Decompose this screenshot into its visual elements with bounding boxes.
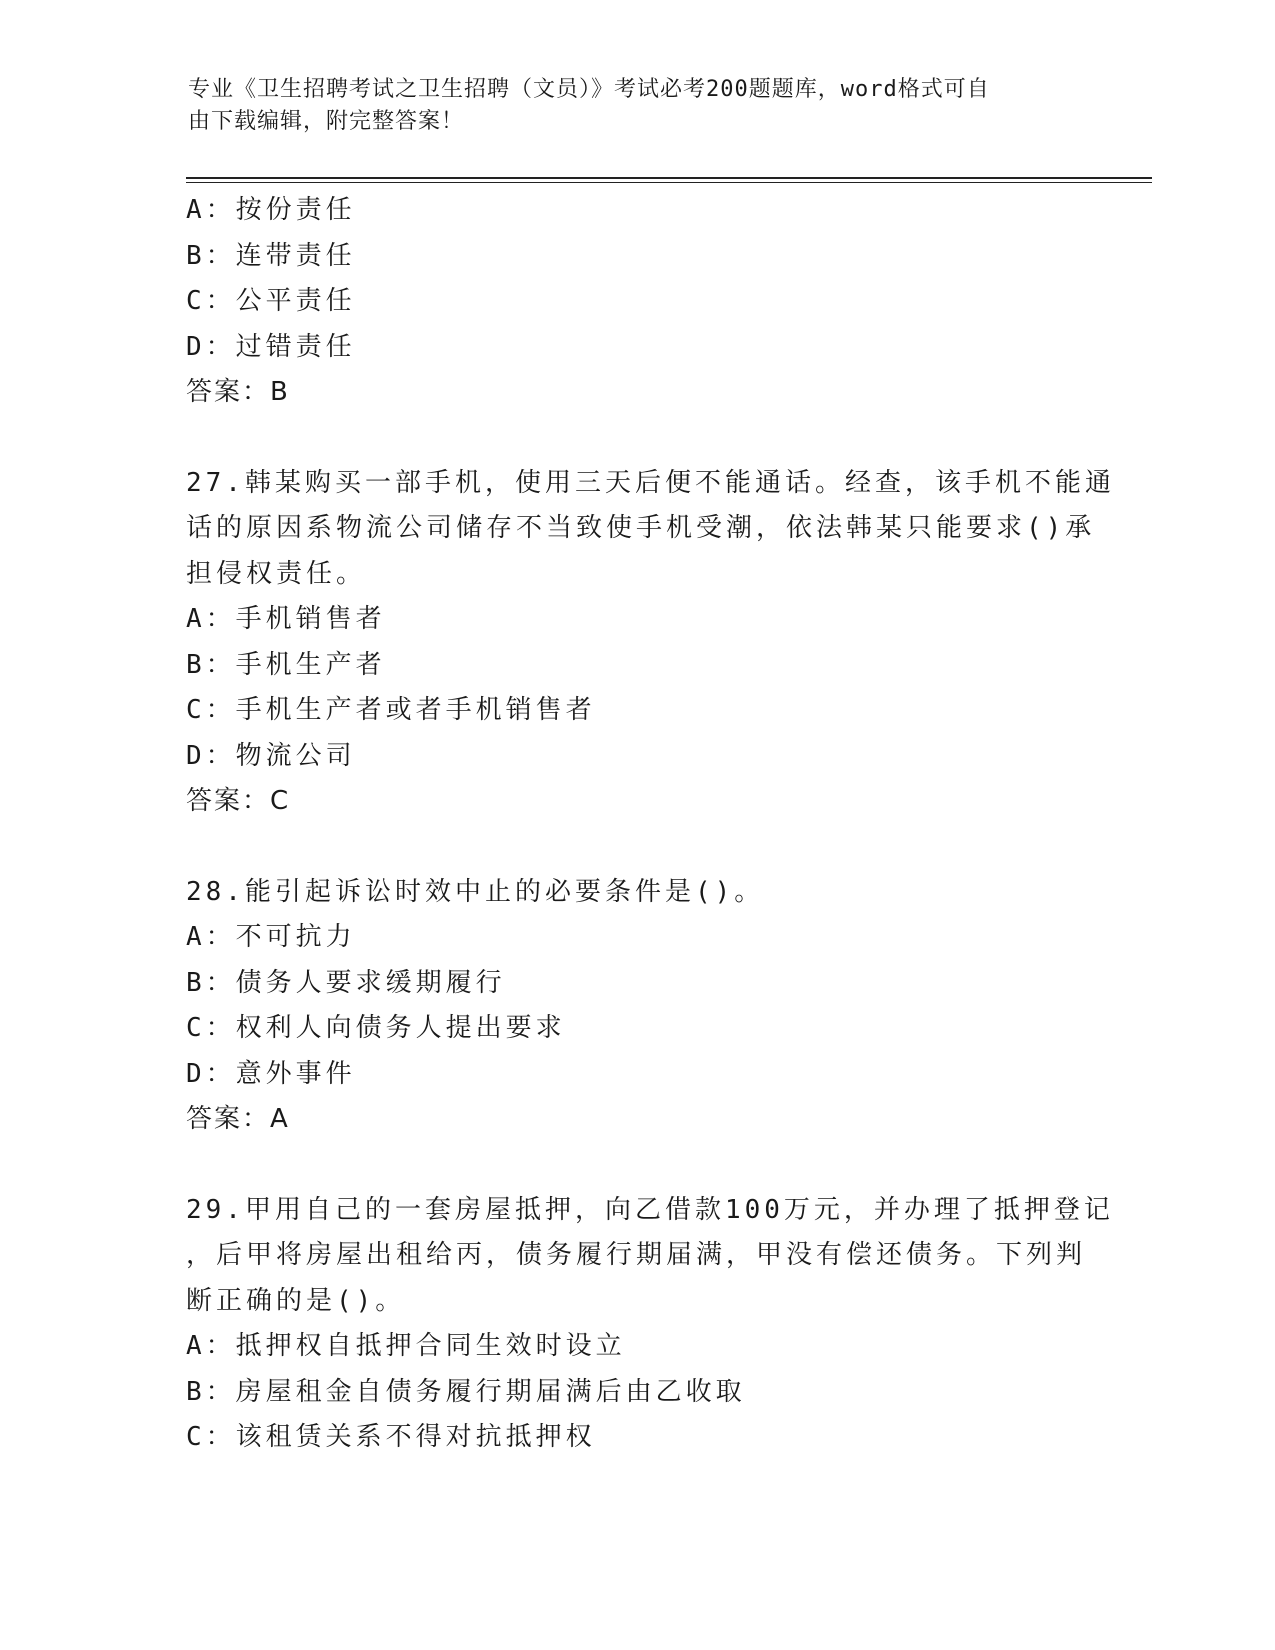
question-26 — [186, 188, 1086, 416]
option-c: C：权利人向债务人提出要求 — [186, 1013, 566, 1043]
question-text-line: 27.韩某购买一部手机，使用三天后便不能通话。经查，该手机不能通 — [186, 467, 1115, 498]
option-c: C：公平责任 — [186, 286, 356, 316]
document-header — [188, 74, 1068, 138]
header-line-1: 专业《卫生招聘考试之卫生招聘（文员）》考试必考200题题库，word格式可自 — [188, 77, 990, 102]
question-text-line: 28.能引起诉讼时效中止的必要条件是()。 — [186, 876, 765, 907]
question-29 — [186, 1188, 1114, 1461]
question-text-line: 断正确的是()。 — [186, 1285, 406, 1316]
option-a: A：抵押权自抵押合同生效时设立 — [186, 1331, 626, 1361]
question-27 — [186, 461, 1115, 825]
option-a: A：手机销售者 — [186, 604, 386, 634]
option-b: B：连带责任 — [186, 240, 356, 271]
question-text-line: ，后甲将房屋出租给丙，债务履行期届满，甲没有偿还债务。下列判 — [186, 1240, 1087, 1270]
question-28 — [186, 870, 1086, 1143]
option-d: D：物流公司 — [186, 740, 356, 771]
question-spacer — [186, 825, 1086, 870]
question-text-line: 担侵权责任。 — [186, 558, 367, 589]
option-c: C：手机生产者或者手机销售者 — [186, 695, 596, 725]
option-a: A：不可抗力 — [186, 922, 356, 952]
question-spacer — [186, 416, 1086, 461]
option-b: B：房屋租金自债务履行期届满后由乙收取 — [186, 1376, 746, 1407]
option-b: B：手机生产者 — [186, 649, 386, 680]
question-text-line: 话的原因系物流公司储存不当致使手机受潮，依法韩某只能要求()承 — [186, 513, 1096, 543]
answer: 答案：A — [186, 1104, 290, 1134]
question-spacer — [186, 1143, 1086, 1188]
option-c: C：该租赁关系不得对抗抵押权 — [186, 1422, 596, 1452]
option-d: D：意外事件 — [186, 1058, 356, 1089]
header-line-2: 由下载编辑，附完整答案！ — [188, 109, 465, 134]
question-text-line: 29.甲用自己的一套房屋抵押，向乙借款100万元，并办理了抵押登记 — [186, 1194, 1114, 1225]
header-divider — [186, 177, 1152, 183]
answer: 答案：B — [186, 377, 290, 407]
option-d: D：过错责任 — [186, 331, 356, 362]
question-list — [186, 188, 1115, 1461]
option-a: A：按份责任 — [186, 195, 356, 225]
option-b: B：债务人要求缓期履行 — [186, 967, 506, 998]
answer: 答案：C — [186, 786, 291, 816]
